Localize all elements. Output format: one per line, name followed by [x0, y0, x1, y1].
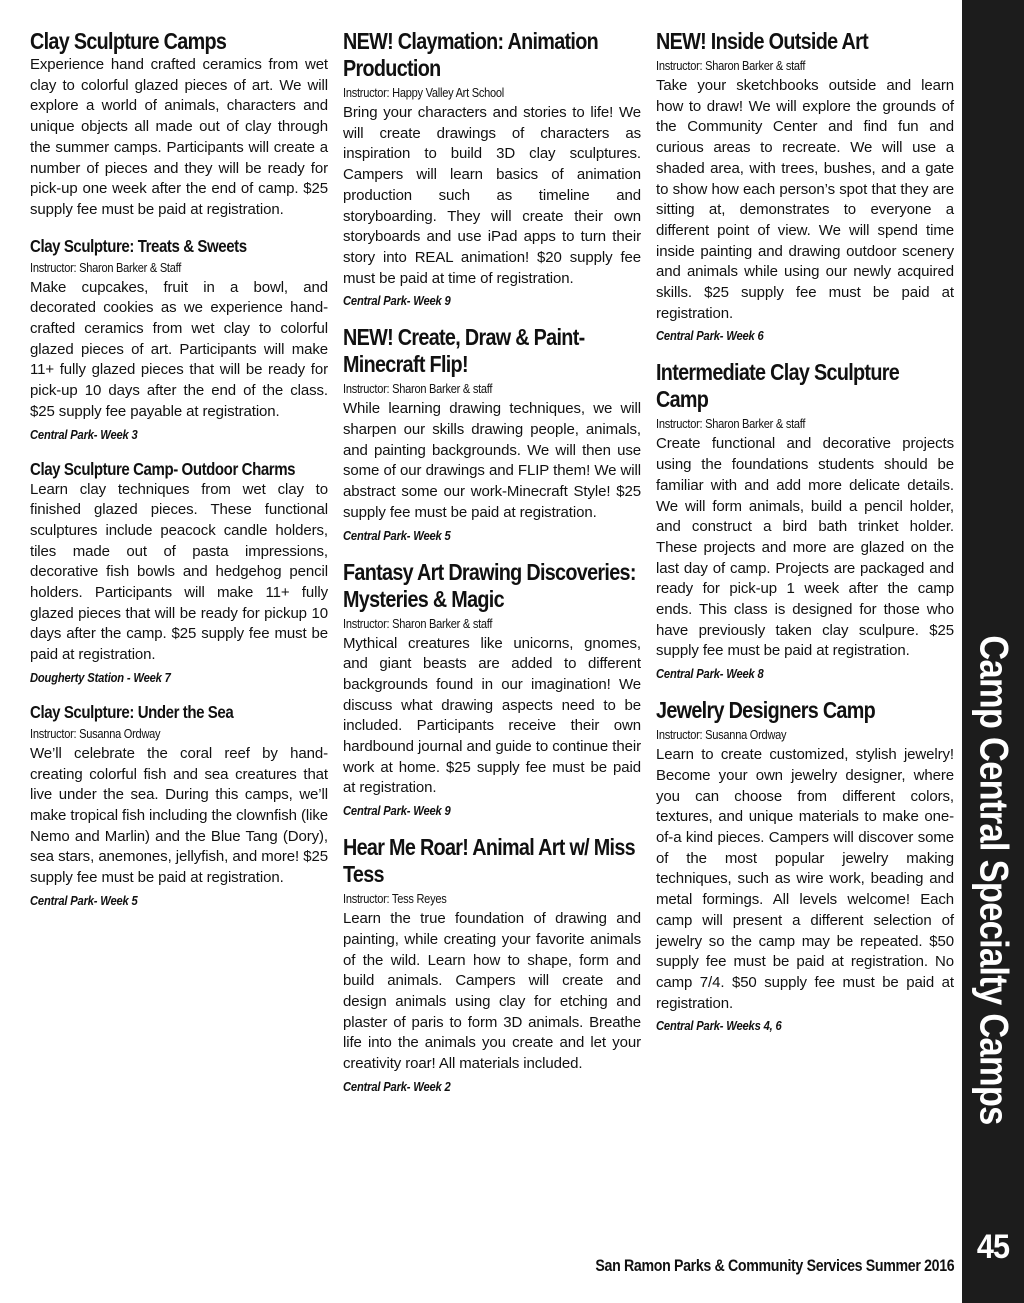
camp-listing	[343, 559, 641, 821]
camp-description: Mythical creatures like unicorns, gnomes, and giant beasts are added to different backgrounds found in our imagination! We discuss what drawing aspects need to be included. Participants receive their own hardbound journal and guide to continue their work at home. $25 supply fee must be paid at registration.	[343, 634, 641, 797]
column-right	[656, 28, 954, 1049]
camp-instructor: Instructor: Susanna Ordway	[30, 725, 161, 741]
camp-description: We’ll celebrate the coral reef by hand-creating colorful fish and sea creatures that live under the sea. During this camps, we’ll make tropical fish including the clownfish (like Nemo and Marlin) and the Blue Tang (Dory), sea stars, anemones, jellyfish, and more! $25 supply fee must be paid at registration.	[30, 744, 328, 887]
camp-location: Dougherty Station - Week 7	[30, 669, 171, 685]
camp-instructor: Instructor: Sharon Barker & Staff	[30, 259, 182, 275]
camp-description: Learn to create customized, stylish jewelry! Become your own jewelry designer, where you can choose from different colors, textures, and unique materials to make one-of-a kind pieces. Campers will discover some of the most popular jewelry making techniques, such as wire work, beading and metal formings. All levels welcome! Each camp will present a different selection of jewelry so the camp may be repeated. $50 supply fee must be paid at registration. No camp 7/4. $50 supply fee must be paid at registration.	[656, 746, 954, 1012]
camp-location: Central Park- Week 9	[343, 293, 451, 309]
camp-instructor: Instructor: Sharon Barker & staff	[343, 381, 493, 397]
camp-description: Learn the true foundation of drawing and painting, while creating your favorite animals of the wild. Learn how to shape, form and build animals. Campers will create and design animals using clay for etching and plaster of paris to form 3D animals. Breathe life into the animals you create and let your creativity roar! All materials included.	[343, 910, 641, 1073]
camp-description: Make cupcakes, fruit in a bowl, and decorated cookies as we experience hand-crafted ceramics from wet clay to colorful glazed pieces of art. Participants will make 11+ fully glazed pieces that will be ready for pick-up 10 days after the end of the class. $25 supply fee payable at registration.	[30, 278, 328, 420]
camp-title: Intermediate Clay Sculpture Camp	[656, 359, 900, 413]
camp-location: Central Park- Week 6	[656, 328, 764, 344]
camp-title: Clay Sculpture: Treats & Sweets	[30, 235, 247, 256]
camp-description: Bring your characters and stories to life! We will create drawings of characters as inspiration to build 3D clay sculptures. Campers will learn basics of animation production such as timeline and storyboarding. They will create their own storyboards and use iPad apps to turn their story into REAL animation! $20 supply fee must be paid at time of registration.	[343, 104, 641, 287]
camp-listing	[30, 235, 328, 444]
camp-description: Experience hand crafted ceramics from wet clay to colorful glazed pieces of art. We will explore a world of animals, characters and unique objects all made out of clay through the summer camps. Participants will create a number of pieces and they will be ready for pick-up one week after the end of camp. $25 supply fee must be paid at registration.	[30, 56, 328, 218]
camp-location: Central Park- Week 8	[656, 666, 764, 682]
camp-title: NEW! Create, Draw & Paint- Minecraft Flip!	[343, 324, 585, 378]
camp-instructor: Instructor: Sharon Barker & staff	[343, 615, 493, 631]
camp-title: Clay Sculpture Camp- Outdoor Charms	[30, 458, 296, 479]
camp-listing	[343, 28, 641, 310]
camp-location: Central Park- Week 3	[30, 426, 138, 442]
camp-instructor: Instructor: Happy Valley Art School	[343, 85, 505, 100]
camp-description: Learn clay techniques from wet clay to finished glazed pieces. These functional sculptures include peacock candle holders, tiles made out of pasta impressions, decorative fish bowls and hedgehog pencil holders. Participants will make 11+ fully glazed pieces that will be ready for pickup 10 days after the camp. $25 supply fee must be paid at registration.	[30, 480, 328, 664]
camp-listing	[656, 359, 954, 683]
page-number: 45	[976, 1228, 1010, 1266]
camp-listing	[30, 28, 328, 221]
camp-title: NEW! Inside Outside Art	[656, 28, 869, 54]
camp-title: Fantasy Art Drawing Discoveries: Mysteries & Magic	[343, 558, 636, 612]
camp-description: Take your sketchbooks outside and learn how to draw! We will explore the grounds of the Community Center and find fun and curious areas to recreate. We will use a shaded area, with trees, bushes, and a gate to show how each person’s spot that they are sitting at, demonstrates to everyone a different point of view. We will spend time inside painting and drawing outdoor scenery and animals while using our newly acquired skills. $25 supply fee must be paid at registration.	[656, 77, 954, 322]
camp-title: Clay Sculpture Camps	[30, 28, 227, 54]
camp-location: Central Park- Week 2	[343, 1078, 451, 1094]
camp-instructor: Instructor: Susanna Ordway	[656, 727, 787, 743]
column-middle	[343, 28, 641, 1110]
camp-instructor: Instructor: Sharon Barker & staff	[656, 58, 806, 73]
sidebar-title-text: Camp Central Specialty Camps	[971, 635, 1016, 1125]
camp-title: Jewelry Designers Camp	[656, 697, 876, 724]
camp-listing	[343, 324, 641, 544]
camp-title: Hear Me Roar! Animal Art w/ Miss Tess	[343, 834, 635, 888]
camp-description: While learning drawing techniques, we will sharpen our skills drawing people, animals, and painting backgrounds. We will then use some of our drawings and FLIP them! We will abstract some our work-Minecraft Style! $25 supply fee must be paid at registration.	[343, 400, 641, 521]
column-left	[30, 28, 328, 924]
camp-listing	[30, 701, 328, 910]
camp-title: NEW! Claymation: Animation Production	[343, 28, 599, 81]
camp-instructor: Instructor: Sharon Barker & staff	[656, 416, 806, 432]
camp-listing	[30, 458, 328, 687]
camp-description: Create functional and decorative projects using the foundations students should be familiar with and add more delicate details. We will form animals, build a pencil holder, and construct a bird bath trinket holder. These projects and more are glazed on the last day of camp. Projects are packaged and ready for pick-up 1 week after the camp ends. This class is designed for those who have previously taken clay sculpure. $25 supply fee must be paid at registration.	[656, 435, 954, 660]
camp-title: Clay Sculpture: Under the Sea	[30, 701, 234, 722]
camp-location: Central Park- Week 5	[30, 892, 138, 908]
camp-location: Central Park- Week 5	[343, 527, 451, 543]
camp-instructor: Instructor: Tess Reyes	[343, 891, 447, 907]
page-footer: San Ramon Parks & Community Services Summer 2016	[595, 1257, 954, 1275]
camp-location: Central Park- Weeks 4, 6	[656, 1018, 782, 1034]
camp-listing	[656, 28, 954, 345]
camp-location: Central Park- Week 9	[343, 803, 451, 819]
camp-listing	[656, 697, 954, 1035]
camp-listing	[343, 834, 641, 1096]
